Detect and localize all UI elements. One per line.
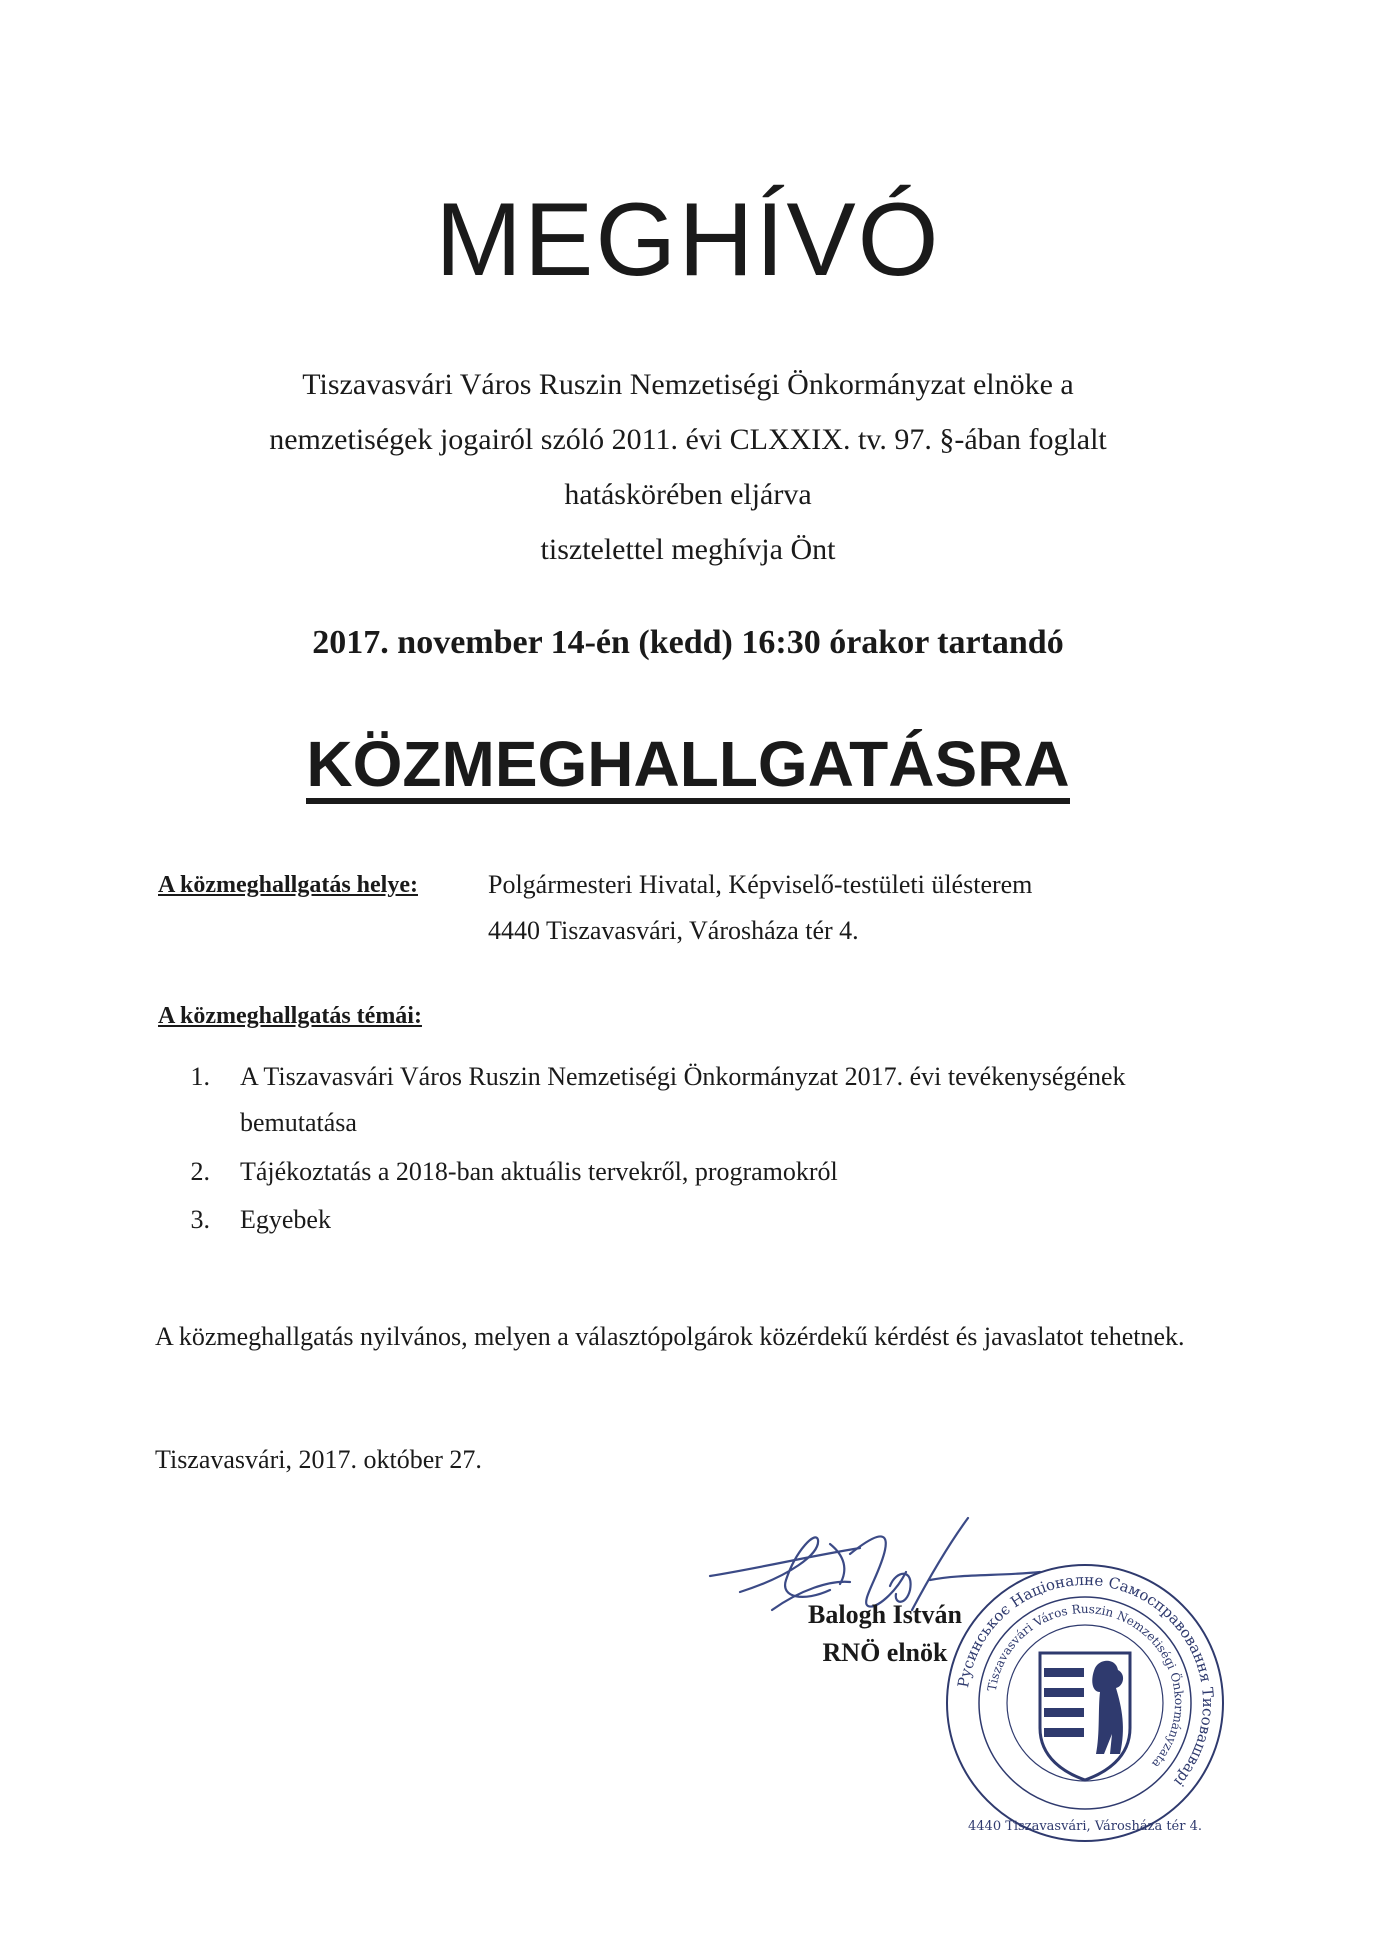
intro-line: tisztelettel meghívja Önt [540, 533, 836, 566]
event-headline [0, 728, 1376, 804]
event-date-line: 2017. november 14-én (kedd) 16:30 órakor tartandó [312, 624, 1064, 661]
topic-number: 2. [190, 1157, 210, 1186]
intro-line: hatáskörében eljárva [564, 478, 812, 511]
signer-name: Balogh István [808, 1600, 962, 1629]
topic-text: Tájékoztatás a 2018-ban aktuális tervekről, programokról [240, 1157, 838, 1186]
topics-label: A közmeghallgatás témái: [158, 1003, 422, 1029]
official-stamp [940, 1558, 1230, 1848]
coat-of-arms-icon [1040, 1653, 1130, 1780]
topic-text: Egyebek [240, 1205, 331, 1234]
intro-line: Tiszavasvári Város Ruszin Nemzetiségi Önkormányzat elnöke a [302, 368, 1074, 401]
place-date: Tiszavasvári, 2017. október 27. [155, 1445, 482, 1474]
topic-number: 3. [190, 1205, 210, 1234]
topic-number: 1. [190, 1062, 210, 1091]
event-headline-text: KÖZMEGHALLGATÁSRA [306, 732, 1069, 804]
intro-line: nemzetiségek jogairól szóló 2011. évi CLXXIX. tv. 97. §-ában foglalt [269, 423, 1107, 456]
public-note: A közmeghallgatás nyilvános, melyen a választópolgárok közérdekű kérdést és javaslatot tehetnek. [155, 1322, 1185, 1351]
signer-role: RNÖ elnök [822, 1638, 948, 1667]
topic-text-continued: bemutatása [240, 1108, 357, 1137]
stamp-outer-text: Русинськоє Націоналне Самосправовання Тисовашварі [954, 1570, 1218, 1791]
location-label: A közmeghallgatás helye: [158, 872, 418, 898]
document-title: MEGHÍVÓ [435, 182, 941, 298]
location-line-2: 4440 Tiszavasvári, Városháza tér 4. [488, 916, 859, 945]
topic-text: A Tiszavasvári Város Ruszin Nemzetiségi Önkormányzat 2017. évi tevékenységének [240, 1062, 1126, 1091]
intro-text [0, 357, 1376, 577]
location-line-1: Polgármesteri Hivatal, Képviselő-testületi ülésterem [488, 870, 1033, 899]
stamp-inner-text: Tiszavasvári Város Ruszin Nemzetiségi Önkormányzata [984, 1601, 1187, 1771]
stamp-address-text: 4440 Tiszavasvári, Városháza tér 4. [968, 1819, 1202, 1834]
